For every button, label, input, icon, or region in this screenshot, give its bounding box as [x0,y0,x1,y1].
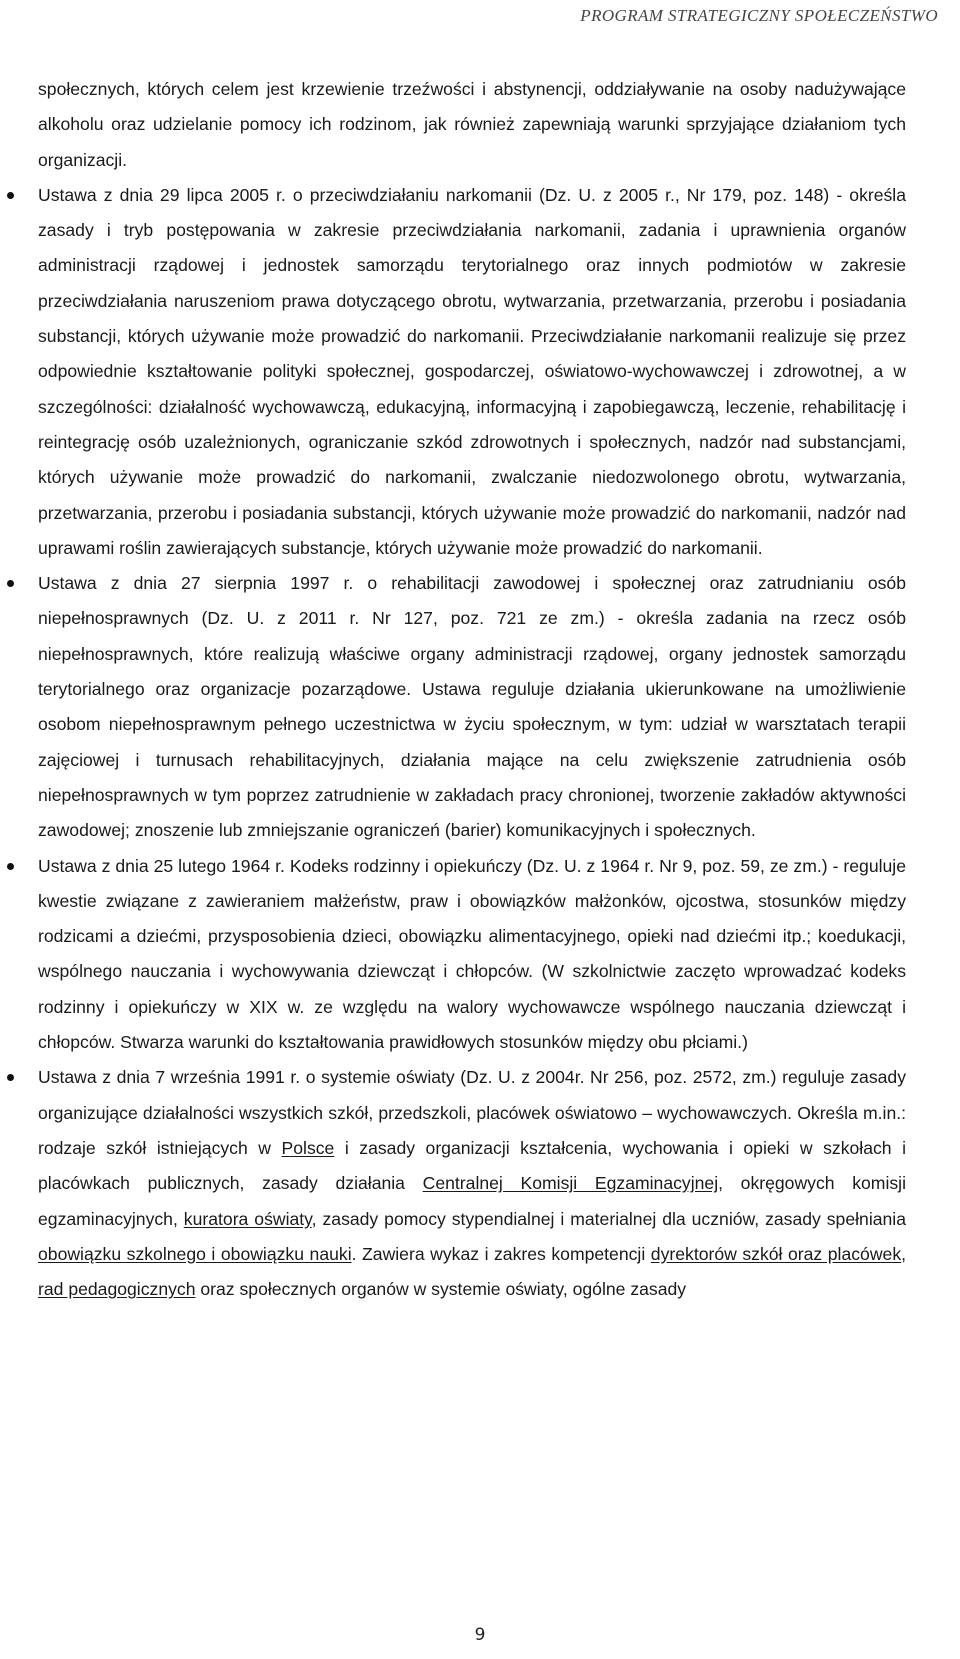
link-obowiazek-szkolny[interactable]: obowiązku szkolnego i obowiązku nauki [38,1243,352,1264]
link-dyrektorzy-szkol[interactable]: dyrektorów szkół oraz placówek [650,1243,902,1264]
document-body [38,72,906,1307]
list-item-text: , [901,1243,907,1264]
bullet-icon [7,863,14,870]
bullet-icon [7,192,14,199]
list-item-text: Ustawa z dnia 27 sierpnia 1997 r. o rehabilitacji zawodowej i społecznej oraz zatrudnianiu osób niepełnosprawnych (Dz. U. z 2011 r. Nr 127, poz. 721 ze zm.) - określa zadania na rzecz osób niepełnosprawnych, które realizują właściwe organy administracji rządowej, organy jednostek samorządu terytorialnego oraz organizacje pozarządowe. Ustawa reguluje działania ukierunkowane na umożliwienie osobom niepełnosprawnym pełnego uczestnictwa w życiu społecznym, w tym: udział w warsztatach terapii zajęciowej i turnusach rehabilitacyjnych, działania mające na celu zwiększenie zatrudnienia osób niepełnosprawnych w tym poprzez zatrudnienie w zakładach pracy chronionej, tworzenie zakładów aktywności zawodowej; znoszenie lub zmniejszanie ograniczeń (barier) komunikacyjnych i społecznych. [38,573,906,841]
list-item-text: Ustawa z dnia 25 lutego 1964 r. Kodeks rodzinny i opiekuńczy (Dz. U. z 1964 r. Nr 9, poz. 59, ze zm.) - reguluje kwestie związane z zawieraniem małżeństw, praw i obowiązków małżonków, ojcostwa, stosunków między rodzicami a dziećmi, przysposobienia dzieci, obowiązku alimentacyjnego, opieki nad dziećmi itp.; koedukacji, wspólnego nauczania i wychowywania dziewcząt i chłopców. (W szkolnictwie zaczęto wprowadzać kodeks rodzinny i opiekuńczy w XIX w. ze względu na walory wychowawcze wspólnego nauczania dziewcząt i chłopców. Stwarza warunki do kształtowania prawidłowych stosunków między obu płciami.) [38,855,906,1053]
list-item [38,849,906,1061]
link-kurator-oswiaty[interactable]: kuratora oświaty [183,1208,312,1229]
bullet-icon [7,1074,14,1081]
bullet-icon [7,580,14,587]
list-item [38,1060,906,1307]
page-number: 9 [474,1625,486,1645]
list-item-text: i zasady organizacji kształcenia, wychowania i opieki w szkołach i placówkach publicznych, zasady działania [38,1137,906,1194]
list-item [38,566,906,848]
list-item-text: Ustawa z dnia 29 lipca 2005 r. o przeciwdziałaniu narkomanii (Dz. U. z 2005 r., Nr 179, poz. 148) - określa zasady i tryb postępowania w zakresie przeciwdziałania narkomanii, zadania i uprawnienia organów administracji rządowej i jednostek samorządu terytorialnego oraz innych podmiotów w zakresie przeciwdziałania naruszeniom prawa dotyczącego obrotu, wytwarzania, przetwarzania, przerobu i posiadania substancji, których używanie może prowadzić do narkomanii. Przeciwdziałanie narkomanii realizuje się przez odpowiednie kształtowanie polityki społecznej, gospodarczej, oświatowo-wychowawczej i zdrowotnej, a w szczególności: działalność wychowawczą, edukacyjną, informacyjną i zapobiegawczą, leczenie, rehabilitację i reintegrację osób uzależnionych, ograniczanie szkód zdrowotnych i społecznych, nadzór nad substancjami, których używanie może prowadzić do narkomanii, zwalczanie niedozwolonego obrotu, wytwarzania, przetwarzania, przerobu i posiadania substancji, których używanie może prowadzić do narkomanii, nadzór nad uprawami roślin zawierających substancje, których używanie może prowadzić do narkomanii. [38,184,906,558]
list-item-text: oraz społecznych organów w systemie oświaty, ogólne zasady [195,1279,687,1300]
list-item-text: , zasady pomocy stypendialnej i materialnej dla uczniów, zasady spełniania [311,1208,906,1229]
list-item-text: Ustawa z dnia 7 września 1991 r. o systemie oświaty (Dz. U. z 2004r. Nr 256, poz. 2572, zm.) reguluje zasady organizujące działalności wszystkich szkół, przedszkoli, placówek oświatowo – wychowawczych. Określa m.in.: rodzaje szkół istniejących w [38,1067,906,1158]
continuation-paragraph: społecznych, których celem jest krzewienie trzeźwości i abstynencji, oddziaływanie na osoby nadużywające alkoholu oraz udzielanie pomocy ich rodzinom, jak również zapewniają warunki sprzyjające działaniom tych organizacji. [38,79,906,170]
link-rady-pedagogiczne[interactable]: rad pedagogicznych [38,1279,196,1300]
link-polska[interactable]: Polsce [281,1137,335,1158]
link-centralna-komisja-egzaminacyjna[interactable]: Centralnej Komisji Egzaminacyjnej [422,1173,719,1194]
list-item [38,178,906,566]
law-list [38,178,906,1308]
list-item-text: . Zawiera wykaz i zakres kompetencji [351,1243,651,1264]
running-header: PROGRAM STRATEGICZNY SPOŁECZEŃSTWO [580,6,938,25]
list-item-text: , okręgowych komisji egzaminacyjnych, [38,1173,906,1229]
